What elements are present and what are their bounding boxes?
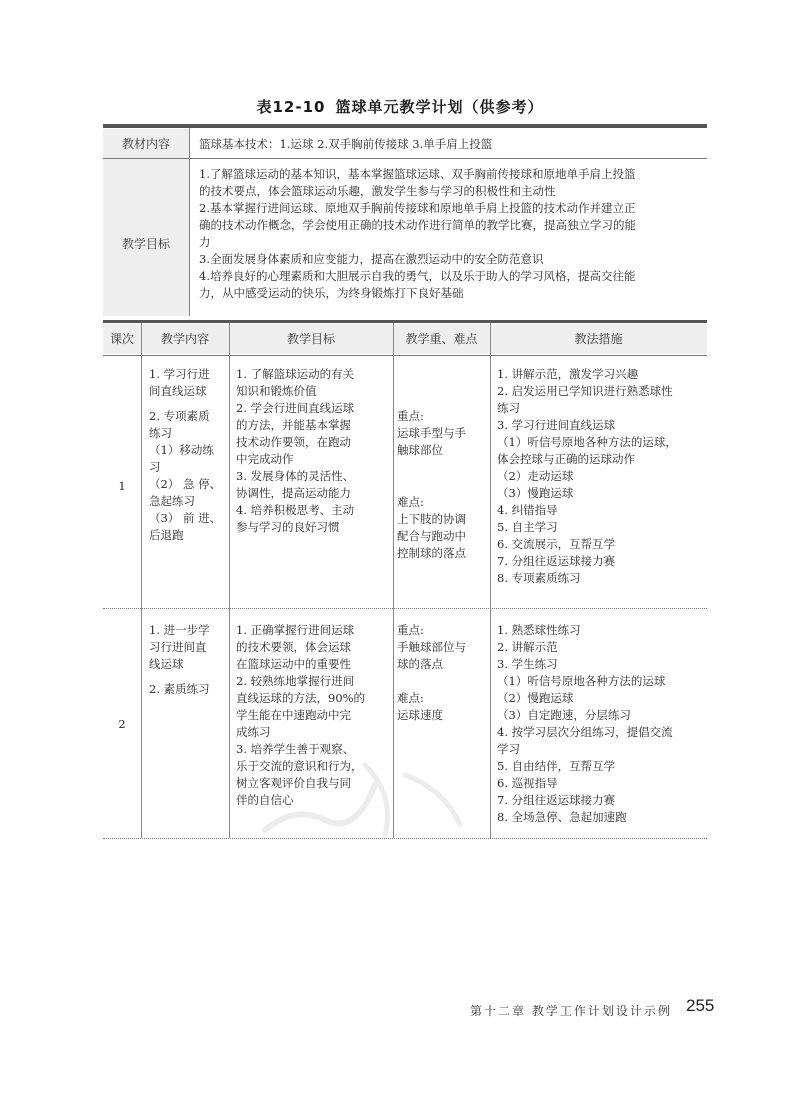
method-line: （3）自定跑速，分层练习 xyxy=(497,708,631,722)
method-line: 6. 交流展示，互帮互学 xyxy=(497,537,616,551)
goal-line: 参与学习的良好习惯 xyxy=(236,520,340,534)
diff-line: 配合与跑动中 xyxy=(397,529,466,543)
header-methods: 教法措施 xyxy=(574,332,623,346)
session-number: 1 xyxy=(118,479,126,493)
goal-line: 2. 较熟练地掌握行进间 xyxy=(236,674,355,688)
key-label: 重点: xyxy=(397,409,424,423)
chapter-footer: 第十二章 教学工作计划设计示例 xyxy=(470,1004,672,1018)
method-line: 2. 讲解示范 xyxy=(497,640,558,654)
goal-line: 4.培养良好的心理素质和大胆展示自我的勇气，以及乐于助人的学习风格，提高交往能 xyxy=(199,269,636,283)
goal-line: 1. 了解篮球运动的有关 xyxy=(236,367,355,381)
method-line: 1. 讲解示范，激发学习兴趣 xyxy=(497,367,639,381)
lesson-content xyxy=(149,366,227,544)
goal-line: 中完成动作 xyxy=(236,452,294,466)
header-goals: 教学目标 xyxy=(286,332,335,346)
header-keypoints: 教学重、难点 xyxy=(405,332,478,346)
goal-line: 成练习 xyxy=(236,725,271,739)
diff-line: 运球速度 xyxy=(397,708,443,722)
material-value: 篮球基本技术：1.运球 2.双手胸前传接球 3.单手肩上投篮 xyxy=(199,137,493,151)
content-line: 习行进间直 xyxy=(149,640,207,654)
lesson-keypoint xyxy=(397,622,489,673)
session-number: 2 xyxy=(118,717,126,731)
key-label: 重点: xyxy=(397,623,424,637)
goal-line: 乐于交流的意识和行为， xyxy=(236,759,363,773)
method-line: （1）听信号原地各种方法的运球， xyxy=(497,435,677,449)
goal-line: 的技术要点，体会篮球运动乐趣，激发学生参与学习的积极性和主动性 xyxy=(199,184,556,198)
goal-line: 技术动作要领，在跑动 xyxy=(236,435,351,449)
table-title xyxy=(0,96,800,117)
method-line: （2）慢跑运球 xyxy=(497,691,574,705)
header-divider xyxy=(103,355,707,356)
table-title-text: 篮球单元教学计划（供参考） xyxy=(335,98,544,116)
method-line: 5. 自主学习 xyxy=(497,520,558,534)
goal-line: 2.基本掌握行进间运球、原地双手胸前传接球和原地单手肩上投篮的技术动作并建立正 xyxy=(199,201,636,215)
col-divider xyxy=(189,128,190,316)
content-line: 2. 专项素质 xyxy=(149,409,210,423)
content-line: 急起练习 xyxy=(149,494,195,508)
content-line: 习 xyxy=(149,460,161,474)
method-line: 7. 分组往返运球接力赛 xyxy=(497,554,616,568)
lesson-keypoint xyxy=(397,408,489,459)
method-line: 3. 学习行进间直线运球 xyxy=(497,418,616,432)
col-line xyxy=(229,323,230,838)
diff-label: 难点: xyxy=(397,495,424,509)
table-number: 表12-10 xyxy=(256,98,326,116)
goal-line: 1. 正确掌握行进间运球 xyxy=(236,623,355,637)
col-line xyxy=(490,323,491,838)
content-line: （3） 前 进、 xyxy=(149,511,222,525)
goal-line: 力 xyxy=(199,235,211,249)
header-content: 教学内容 xyxy=(160,332,209,346)
goal-line: 协调性，提高运动能力 xyxy=(236,486,351,500)
method-line: 8. 专项素质练习 xyxy=(497,571,581,585)
col-line xyxy=(141,323,142,838)
goal-line: 学生能在中速跑动中完 xyxy=(236,708,351,722)
content-line: 1. 学习行进 xyxy=(149,367,210,381)
watermark-icon xyxy=(255,745,475,845)
method-line: 4. 按学习层次分组练习，提倡交流 xyxy=(497,725,673,739)
goal-label: 教学目标 xyxy=(121,237,170,251)
method-line: 8. 全场急停、急起加速跑 xyxy=(497,810,627,824)
content-line: 后退跑 xyxy=(149,528,184,542)
goal-line: 4. 培养积极思考、主动 xyxy=(236,503,355,517)
method-line: 3. 学生练习 xyxy=(497,657,558,671)
method-line: 2. 启发运用已学知识进行熟悉球性 xyxy=(497,384,673,398)
lesson-difficulty xyxy=(397,494,489,562)
goal-line: 3.全面发展身体素质和应变能力，提高在激烈运动中的安全防范意识 xyxy=(199,252,544,266)
content-line: 练习 xyxy=(149,426,172,440)
header-session: 课次 xyxy=(109,332,134,346)
method-line: 体会控球与正确的运球动作 xyxy=(497,452,635,466)
diff-line: 上下肢的协调 xyxy=(397,512,466,526)
content-line: （2） 急 停、 xyxy=(149,477,222,491)
method-line: 1. 熟悉球性练习 xyxy=(497,623,581,637)
method-line: 学习 xyxy=(497,742,520,756)
lesson-methods xyxy=(497,366,707,587)
content-line: 线运球 xyxy=(149,657,184,671)
lesson-methods xyxy=(497,622,707,826)
goal-line: 树立客观评价自我与同 xyxy=(236,776,351,790)
key-line: 球的落点 xyxy=(397,657,443,671)
diff-line: 控制球的落点 xyxy=(397,546,466,560)
lesson-top-rule xyxy=(103,320,707,323)
goal-line: 伴的自信心 xyxy=(236,793,294,807)
material-label: 教材内容 xyxy=(121,137,170,151)
goal-line: 在篮球运动中的重要性 xyxy=(236,657,351,671)
method-line: 4. 纠错指导 xyxy=(497,503,558,517)
goal-line: 3. 培养学生善于观察、 xyxy=(236,742,355,756)
row-divider xyxy=(103,158,707,159)
content-line: （1）移动练 xyxy=(149,443,214,457)
content-line: 2. 素质练习 xyxy=(149,682,210,696)
lesson-difficulty xyxy=(397,690,489,724)
method-line: 7. 分组往返运球接力赛 xyxy=(497,793,616,807)
method-line: （3）慢跑运球 xyxy=(497,486,574,500)
method-line: （2）走动运球 xyxy=(497,469,574,483)
goal-line: 知识和锻炼价值 xyxy=(236,384,317,398)
lesson-goals xyxy=(236,366,392,536)
goal-line: 1.了解篮球运动的基本知识，基本掌握篮球运球、双手胸前传接球和原地单手肩上投篮 xyxy=(199,167,636,181)
key-line: 运球手型与手 xyxy=(397,426,466,440)
goal-line: 3. 发展身体的灵活性、 xyxy=(236,469,355,483)
row-separator xyxy=(103,608,707,609)
method-line: 5. 自由结伴，互帮互学 xyxy=(497,759,616,773)
key-line: 触球部位 xyxy=(397,443,443,457)
method-line: 练习 xyxy=(497,401,520,415)
content-line: 1. 进一步学 xyxy=(149,623,210,637)
goal-line: 确的技术动作概念，学会使用正确的技术动作进行简单的教学比赛，提高独立学习的能 xyxy=(199,218,636,232)
goal-line: 力，从中感受运动的快乐，为终身锻炼打下良好基础 xyxy=(199,286,464,300)
method-line: （1）听信号原地各种方法的运球 xyxy=(497,674,666,688)
goal-line: 直线运球的方法，90%的 xyxy=(236,691,366,705)
goal-line: 2. 学会行进间直线运球 xyxy=(236,401,355,415)
lesson-content xyxy=(149,622,227,698)
diff-label: 难点: xyxy=(397,691,424,705)
key-line: 手触球部位与 xyxy=(397,640,466,654)
top-rule xyxy=(103,124,707,128)
goal-line: 的技术要领，体会运球 xyxy=(236,640,351,654)
content-line: 间直线运球 xyxy=(149,384,207,398)
unit-goals xyxy=(199,166,705,302)
method-line: 6. 巡视指导 xyxy=(497,776,558,790)
goal-line: 的方法，并能基本掌握 xyxy=(236,418,351,432)
page-number: 255 xyxy=(686,996,715,1015)
